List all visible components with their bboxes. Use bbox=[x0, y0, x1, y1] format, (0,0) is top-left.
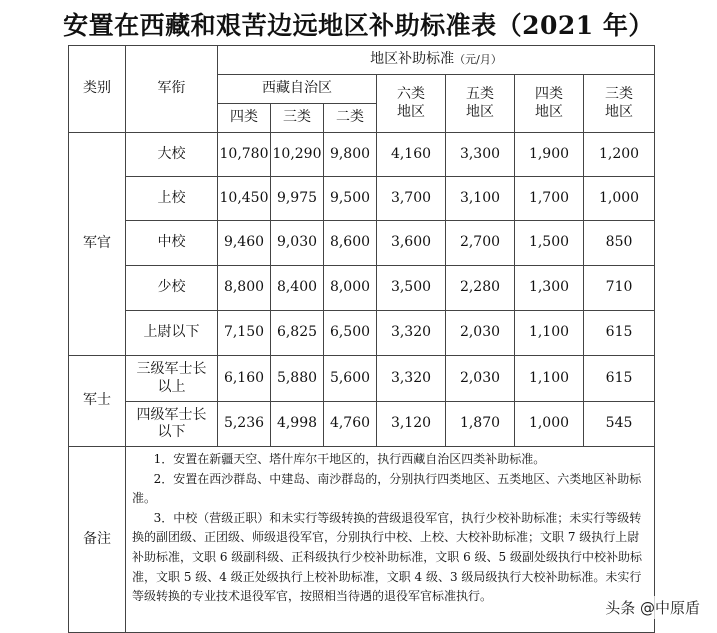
table-row bbox=[69, 356, 655, 402]
region-standard-label: 地区补助标准 bbox=[370, 51, 455, 68]
value-cell: 3,700 bbox=[377, 177, 446, 221]
value-cell: 545 bbox=[584, 402, 655, 447]
value-cell: 3,320 bbox=[377, 311, 446, 356]
value-cell: 4,160 bbox=[377, 133, 446, 177]
value-cell: 10,780 bbox=[218, 133, 271, 177]
value-cell: 615 bbox=[584, 356, 655, 402]
header-rank: 军衔 bbox=[126, 46, 218, 133]
value-cell: 7,150 bbox=[218, 311, 271, 356]
note-line: 1．安置在新疆天空、塔什库尔干地区的，执行西藏自治区四类补助标准。 bbox=[153, 452, 546, 466]
value-cell: 3,320 bbox=[377, 356, 446, 402]
value-cell: 2,030 bbox=[446, 356, 515, 402]
table-row bbox=[69, 402, 655, 447]
value-cell: 10,290 bbox=[271, 133, 324, 177]
rank-cell: 大校 bbox=[126, 133, 218, 177]
table-row bbox=[69, 177, 655, 221]
header-tibet-class-4: 四类 bbox=[218, 104, 271, 133]
table-row bbox=[69, 221, 655, 266]
value-cell: 3,600 bbox=[377, 221, 446, 266]
header-region-standard bbox=[218, 46, 655, 75]
value-cell: 1,000 bbox=[584, 177, 655, 221]
value-cell: 1,500 bbox=[515, 221, 584, 266]
value-cell: 6,825 bbox=[271, 311, 324, 356]
header-class-6: 六类 地区 bbox=[377, 75, 446, 133]
notes-content bbox=[126, 447, 655, 633]
header-category: 类别 bbox=[69, 46, 126, 133]
header-tibet: 西藏自治区 bbox=[218, 75, 377, 104]
page-title: 安置在西藏和艰苦边远地区补助标准表（2021 年） bbox=[63, 11, 654, 40]
category-officer: 军官 bbox=[69, 133, 126, 356]
value-cell: 2,700 bbox=[446, 221, 515, 266]
value-cell: 10,450 bbox=[218, 177, 271, 221]
value-cell: 9,800 bbox=[324, 133, 377, 177]
watermark: 头条 @中原盾 bbox=[602, 596, 703, 619]
table-row bbox=[69, 311, 655, 356]
header-class-4: 四类 地区 bbox=[515, 75, 584, 133]
table-row bbox=[69, 266, 655, 311]
value-cell: 3,120 bbox=[377, 402, 446, 447]
value-cell: 4,760 bbox=[324, 402, 377, 447]
header-class-3: 三类 地区 bbox=[584, 75, 655, 133]
header-tibet-class-3: 三类 bbox=[271, 104, 324, 133]
unit-label: （元/月） bbox=[454, 53, 502, 67]
value-cell: 850 bbox=[584, 221, 655, 266]
value-cell: 1,200 bbox=[584, 133, 655, 177]
value-cell: 1,900 bbox=[515, 133, 584, 177]
subsidy-table bbox=[68, 45, 655, 633]
value-cell: 8,800 bbox=[218, 266, 271, 311]
note-line: 2．安置在西沙群岛、中建岛、南沙群岛的，分别执行四类地区、五类地区、六类地区补助标准。 bbox=[132, 471, 642, 506]
header-tibet-class-2: 二类 bbox=[324, 104, 377, 133]
category-nco: 军士 bbox=[69, 356, 126, 447]
value-cell: 615 bbox=[584, 311, 655, 356]
value-cell: 9,030 bbox=[271, 221, 324, 266]
value-cell: 9,460 bbox=[218, 221, 271, 266]
rank-cell: 四级军士长 以下 bbox=[126, 402, 218, 447]
rank-cell: 三级军士长 以上 bbox=[126, 356, 218, 402]
value-cell: 5,880 bbox=[271, 356, 324, 402]
value-cell: 3,500 bbox=[377, 266, 446, 311]
value-cell: 8,000 bbox=[324, 266, 377, 311]
value-cell: 5,600 bbox=[324, 356, 377, 402]
header-class-5: 五类 地区 bbox=[446, 75, 515, 133]
rank-cell: 中校 bbox=[126, 221, 218, 266]
value-cell: 5,236 bbox=[218, 402, 271, 447]
rank-cell: 上校 bbox=[126, 177, 218, 221]
rank-cell: 少校 bbox=[126, 266, 218, 311]
value-cell: 6,500 bbox=[324, 311, 377, 356]
value-cell: 2,280 bbox=[446, 266, 515, 311]
notes-label: 备注 bbox=[69, 447, 126, 633]
value-cell: 9,975 bbox=[271, 177, 324, 221]
notes-row bbox=[69, 447, 655, 633]
rank-cell: 上尉以下 bbox=[126, 311, 218, 356]
value-cell: 3,300 bbox=[446, 133, 515, 177]
value-cell: 3,100 bbox=[446, 177, 515, 221]
value-cell: 710 bbox=[584, 266, 655, 311]
value-cell: 1,300 bbox=[515, 266, 584, 311]
value-cell: 1,870 bbox=[446, 402, 515, 447]
value-cell: 6,160 bbox=[218, 356, 271, 402]
value-cell: 2,030 bbox=[446, 311, 515, 356]
value-cell: 8,400 bbox=[271, 266, 324, 311]
note-line: 3．中校（营级正职）和未实行等级转换的营级退役军官，执行少校补助标准；未实行等级转换的副团级、正团级、师级退役军官，分别执行中校、上校、大校补助标准；文职 7 级执行上尉补助标准，文职 6 级副科级、正科级执行少校补助标准，文职 6 级、5 级副处级执行中校补助标准，文职 5 级、4 级正处级执行上校补助标准，文职 4 级、3 级局级执行大校补助标准。未实行等级转换的专业技术退役军官，按照相当待遇的退役军官标准执行。 bbox=[132, 510, 642, 604]
value-cell: 1,100 bbox=[515, 356, 584, 402]
value-cell: 8,600 bbox=[324, 221, 377, 266]
value-cell: 1,000 bbox=[515, 402, 584, 447]
value-cell: 9,500 bbox=[324, 177, 377, 221]
value-cell: 4,998 bbox=[271, 402, 324, 447]
value-cell: 1,700 bbox=[515, 177, 584, 221]
value-cell: 1,100 bbox=[515, 311, 584, 356]
table-row bbox=[69, 133, 655, 177]
